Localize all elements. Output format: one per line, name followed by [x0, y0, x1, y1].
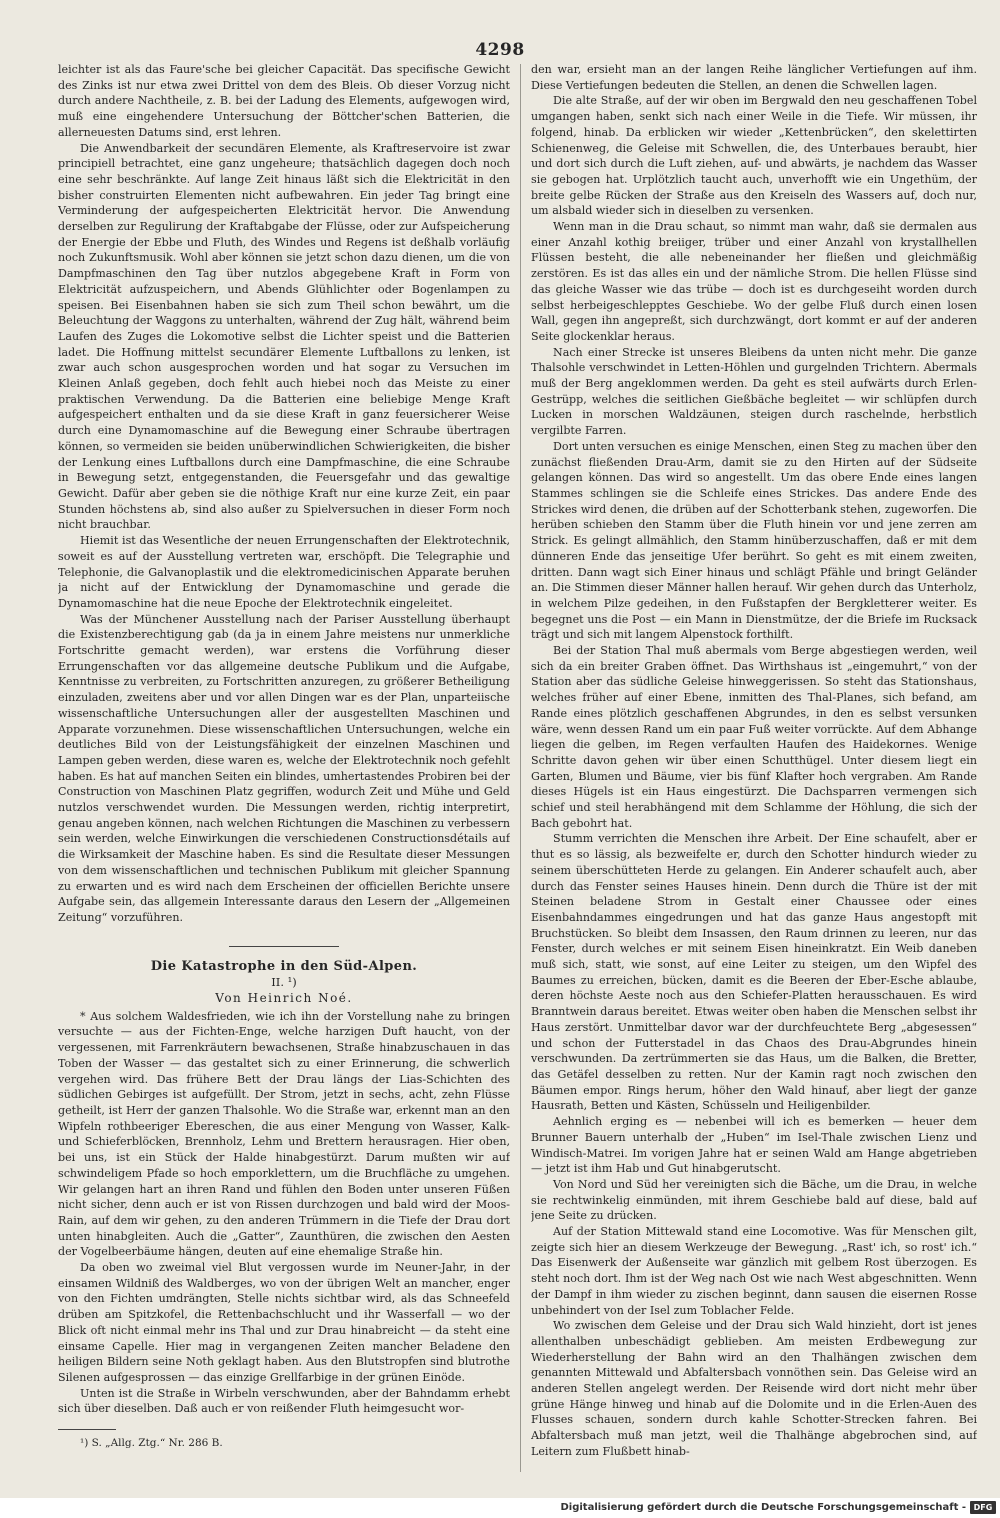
right-paragraph: Bei der Station Thal muß abermals vom Berge abgestiegen werden, weil sich da ein breiter Graben öffnet. Das Wirthshaus ist „eingemuhrt,“ von der Station aber das südliche Geleise hinweggerissen. So steht das Stationshaus, welches früher auf einer Ebene, inmitten des Thal-Planes, sich befand, am Rande eines plötzlich geschaffenen Abgrundes, in den es selbst versunken wäre, wenn dessen Rand um ein paar Fuß weiter vorrückte. Auf dem Abhange liegen die gelben, im Regen verfaulten Haufen des Haidekornes. Wenige Schritte davon gehen wir über einen Schutthügel. Unter diesem liegt ein Garten, Blumen und Bäume, vier bis fünf Klafter hoch vergraben. Am Rande dieses Hügels ist ein Haus eingestürzt. Die Dachsparren vermengen sich schief und steil herabhängend mit dem Schlamme der Höhlung, die sich der Bach gebohrt hat. [531, 644, 977, 830]
article-title: Die Katastrophe in den Süd-Alpen. [150, 958, 418, 974]
right-column [531, 62, 977, 1472]
funding-credit: Digitalisierung gefördert durch die Deutsche Forschungsgemeinschaft - [560, 1502, 966, 1513]
dfg-logo-icon: DFG [970, 1501, 996, 1514]
right-paragraph: Auf der Station Mittewald stand eine Locomotive. Was für Menschen gilt, zeigte sich hier an diesem Werkzeuge der Bewegung. „Rast' ich, so rost' ich.“ Das Eisenwerk der Außenseite war gänzlich mit gelbem Rost überzogen. Es steht noch dort. Ihm ist der Weg nach Ost wie nach West abgeschnitten. Wenn der Dampf in ihm wieder zu zischen beginnt, dann sausen die eisernen Rosse unbehindert von der Isel zum Toblacher Felde. [531, 1225, 977, 1317]
article-paragraph: * Aus solchem Waldesfrieden, wie ich ihn der Vorstellung nahe zu bringen versuchte — aus der Fichten-Enge, welche harzigen Duft haucht, von der vergessenen, mit Farrenkräutern bewachsenen, Straße hinabzuschauen in das Toben der Wasser — das gestaltet sich zu einer Erinnerung, die schwerlich vergehen wird. Das frühere Bett der Drau längs der Lias-Schichten des südlichen Gebirges ist aufgefüllt. Der Strom, jetzt in sechs, acht, zehn Flüsse getheilt, ist Herr der ganzen Thalsohle. Wo die Straße war, erkennt man an den Wipfeln rothbeeriger Ebereschen, die aus einer Mengung von Wasser, Kalk- und Schieferblöcken, Brennholz, Lehm und Brettern herausragen. Hier oben, bei uns, ist ein Stück der Halde hinabgestürzt. Darum mußten wir auf schwindeligem Pfade so hoch emporklettern, um die Bruchfläche zu umgehen. Wir gelangen hart an ihren Rand und fühlen den Boden unter unseren Füßen nicht sicher, denn auch er ist von Rissen durchzogen und bald wird der Moos-Rain, auf dem wir gehen, zu den anderen Trümmern in die Tiefe der Drau dort unten hinabgleiten. Auch die „Gatter“, Zaunthüren, die zwischen den Aesten der Vogelbeerbäume hängen, deuten auf eine ehemalige Straße hin. [58, 1009, 510, 1259]
page-number: 4298 [475, 40, 525, 60]
article-author: Von Heinrich Noé. [215, 991, 353, 1006]
left-paragraph: Was der Münchener Ausstellung nach der Pariser Ausstellung überhaupt die Existenzberechtigung gab (da ja in einem Jahre meistens nur unmerkliche Fortschritte gemacht werden), war erstens die Vorführung dieser Errungenschaften vor das allgemeine deutsche Publikum und die Aufgabe, Kenntnisse zu verbreiten, zu Fortschritten anzuregen, zu größerer Betheiligung einzuladen, zweitens aber und vor allen Dingen war es der Plan, unparteiische wissenschaftliche Untersuchungen aller der ausgestellten Maschinen und Apparate vorzunehmen. Diese wissenschaftlichen Untersuchungen, welche ein deutliches Bild von der Leistungsfähigkeit der einzelnen Maschinen und Lampen geben werden, diese waren es, welche der Elektrotechnik noch gefehlt haben. Es hat auf manchen Seiten ein blindes, umhertastendes Probiren bei der Construction von Maschinen Platz gegriffen, wodurch Zeit und Mühe und Geld nutzlos verschwendet wurden. Die Messungen werden, richtig interpretirt, genau angeben können, nach welchen Richtungen die Maschinen zu verbessern sein werden, welche Einwirkungen die verschiedenen Constructionsdétails auf die Wirksamkeit der Maschine haben. Es sind die Resultate dieser Messungen von dem wissenschaftlichen und technischen Publikum mit gleicher Spannung zu erwarten und es wird nach dem Erscheinen der officiellen Berichte unsere Aufgabe sein, das allgemein Interessante daraus den Lesern der „Allgemeinen Zeitung“ vorzuführen. [58, 612, 510, 924]
left-column [58, 62, 510, 1472]
right-paragraph: Dort unten versuchen es einige Menschen, einen Steg zu machen über den zunächst fließenden Drau-Arm, damit sie zu den Hirten auf der Südseite gelangen können. Das wird so angestellt. Um das obere Ende eines langen Stammes schlingen sie die Schleife eines Strickes. Das andere Ende des Strickes wird denen, die drüben auf der Schotterbank stehen, zugeworfen. Die herüben schieben den Stamm über die Fluth hinein vor und jene zerren am Strick. Es gelingt allmählich, den Stamm hinüberzuschaffen, daß er mit dem dünneren Ende das jenseitige Ufer berührt. So geht es mit einem zweiten, dritten. Dann wagt sich Einer hinaus und schlägt Pfähle und bringt Geländer an. Die Stimmen dieser Männer hallen herauf. Wir gehen durch das Unterholz, in welchem Pilze gedeihen, in den Fußstapfen der Bergkletterer weiter. Es begegnet uns die Post — ein Mann in Dienstmütze, der die Briefe im Rucksack trägt und sich mit langem Alpenstock forthilft. [531, 439, 977, 642]
left-paragraph: Die Anwendbarkeit der secundären Elemente, als Kraftreservoire ist zwar principiell betrachtet, eine ganz ungeheure; thatsächlich dagegen doch noch eine sehr beschränkte. Auf lange Zeit hinaus läßt sich die Elektricität in den bisher construirten Elementen nicht aufbewahren. Ein jeder Tag bringt eine Verminderung der aufgespeicherten Elektricität hervor. Die Anwendung derselben zur Regulirung der Kraftabgabe der Flüsse, oder zur Aufspeicherung der Energie der Ebbe und Fluth, des Windes und Regens ist deßhalb vorläufig noch Zukunftsmusik. Wohl aber können sie jetzt schon dazu dienen, um die von Dampfmaschinen den Tag über nutzlos abgegebene Kraft in Form von Elektricität aufzuspeichern, und Abends Glühlichter oder Bogenlampen zu speisen. Bei Eisenbahnen haben sie sich zum Theil schon bewährt, um die Beleuchtung der Waggons zu unterhalten, während der Zug hält, während beim Laufen des Zuges die Lokomotive selbst die Lichter speist und die Batterien ladet. Die Hoffnung mittelst secundärer Elemente Luftballons zu lenken, ist zwar auch schon ausgesprochen worden und hat sogar zu Versuchen im Kleinen Anlaß gegeben, doch fehlt auch hiebei noch das Meiste zu einer praktischen Verwendung. Da die Batterien eine beliebige Menge Kraft aufgespeichert enthalten und da sie diese Kraft in ganz feuersicherer Weise durch eine Dynamomaschine auf die Bewegung einer Schraube übertragen können, so vermeiden sie beiden unüberwindlichen Schwierigkeiten, die bisher der Lenkung eines Luftballons durch eine Dampfmaschine, die eine Schraube in Bewegung setzt, entgegenstanden, die Feuersgefahr und das gewaltige Gewicht. Dafür aber geben sie die nöthige Kraft nur eine kurze Zeit, ein paar Stunden höchstens ab, sind also außer zu Spielversuchen in dieser Form noch nicht brauchbar. [58, 141, 510, 532]
right-paragraph: Von Nord und Süd her vereinigten sich die Bäche, um die Drau, in welche sie rechtwinkelig einmünden, mit ihrem Geschiebe bald auf diese, bald auf jene Seite zu drücken. [531, 1177, 977, 1223]
digitization-footer [0, 1498, 1000, 1518]
footnote: ¹) S. „Allg. Ztg.“ Nr. 286 B. [80, 1437, 223, 1450]
article-paragraph: Da oben wo zweimal viel Blut vergossen wurde im Neuner-Jahr, in der einsamen Wildniß des Waldberges, wo von der übrigen Welt an mancher, enger von den Fichten umdrängten, Stelle nichts sichtbar wird, als das Schneefeld drüben am Spitzkofel, die Rettenbachschlucht und ihr Wasserfall — wo der Blick oft nicht einmal mehr ins Thal und zur Drau hinabreicht — da steht eine einsame Capelle. Hier mag in vergangenen Zeiten mancher Beladene den heiligen Bildern seine Noth geklagt haben. Aus den Blutstropfen sind blutrothe Silenen aufgesprossen — das einzige Grellfarbige in der grünen Einöde. [58, 1261, 510, 1384]
article-paragraph: Unten ist die Straße in Wirbeln verschwunden, aber der Bahndamm erhebt sich über dieselben. Daß auch er von reißender Fluth heimgesucht wor- [58, 1386, 510, 1416]
right-paragraph: Stumm verrichten die Menschen ihre Arbeit. Der Eine schaufelt, aber er thut es so lässig, als bezweifelte er, durch den Schotter hindurch wieder zu seinem überschütteten Herde zu gelangen. Ein Anderer schaufelt auch, aber durch das Fenster seines Hauses hinein. Denn durch die Thüre ist der mit Steinen beladene Strom in Gestalt einer Chaussee oder eines Eisenbahndammes eingedrungen und hat das ganze Haus angestopft mit Bruchstücken. So bleibt dem Insassen, den Raum drinnen zu leeren, nur das Fenster, durch welches er mit seinem Eisen hineinkratzt. Ein Weib daneben muß sich, statt, wie sonst, auf eine Leiter zu steigen, um den Wipfel des Baumes zu erreichen, bücken, damit es die Beeren der Eber-Esche ablaube, deren höchste Aeste noch aus den Schiefer-Platten herausschauen. Es wird Branntwein daraus bereitet. Etwas weiter oben haben die Menschen selbst ihr Haus zerstört. Unmittelbar davor war der durchfeuchtete Berg „abgesessen“ und schon der Futterstadel in das Chaos des Drau-Abgrundes hinein verschwunden. Da zertrümmerten sie das Haus, um die Balken, die Bretter, das Getäfel desselben zu retten. Nur der Kamin ragt noch zwischen den Bäumen empor. Rings herum, höher den Wald hinauf, aber liegt der ganze Hausrath, Betten und Kästen, Schüsseln und Heiligenbilder. [531, 832, 977, 1113]
right-paragraph: Wenn man in die Drau schaut, so nimmt man wahr, daß sie dermalen aus einer Anzahl kothig breiiger, trüber und einer Anzahl von krystallhellen Flüssen besteht, die alle nebeneinander her fließen und gleichmäßig zerstören. Es ist das alles ein und der nämliche Strom. Die hellen Flüsse sind das gleiche Wasser wie das trübe — doch ist es durchgeseiht worden durch selbst herbeigeschlepptes Geschiebe. Wo der gelbe Fluß durch einen losen Wall, gegen ihn angepreßt, sich durchzwängt, dort kommt er auf der anderen Seite glockenklar heraus. [531, 220, 977, 343]
right-paragraph: Aehnlich erging es — nebenbei will ich es bemerken — heuer dem Brunner Bauern unterhalb der „Huben“ im Isel-Thale zwischen Lienz und Windisch-Matrei. Im vorigen Jahre hat er seinen Wald am Hange abgetrieben — jetzt ist ihm Hab und Gut hinabgerutscht. [531, 1115, 977, 1176]
column-divider [520, 64, 521, 1472]
footnote-rule [58, 1429, 116, 1430]
section-divider [229, 946, 339, 947]
article-part: II. ¹) [271, 975, 297, 990]
left-paragraph: Hiemit ist das Wesentliche der neuen Errungenschaften der Elektrotechnik, soweit es auf der Ausstellung vertreten war, erschöpft. Die Telegraphie und Telephonie, die Galvanoplastik und die elektromedicinischen Apparate beruhen ja nicht auf der Entwicklung der Dynamomaschine und gerade die Dynamomaschine hat die neue Epoche der Elektrotechnik eingeleitet. [58, 534, 510, 610]
right-paragraph: Die alte Straße, auf der wir oben im Bergwald den neu geschaffenen Tobel umgangen haben, senkt sich nach einer Weile in die Tiefe. Wir müssen, ihr folgend, hinab. Da erblicken wir wieder „Kettenbrücken“, den skelettirten Schienenweg, die Geleise mit Schwellen, die, des Unterbaues beraubt, hier und dort sich durch die Luft ziehen, auf- und abwärts, je nachdem das Wasser sie gebogen hat. Urplötzlich taucht auch, unverhofft wie ein Ungethüm, der breite gelbe Rücken der Straße aus den Kreiseln des Wassers auf, doch nur, um alsbald wieder sich in dieselben zu versenken. [531, 94, 977, 218]
right-paragraph: Nach einer Strecke ist unseres Bleibens da unten nicht mehr. Die ganze Thalsohle verschwindet in Letten-Höhlen und gurgelnden Trichtern. Abermals muß der Berg angeklommen werden. Da geht es steil aufwärts durch Erlen-Gestrüpp, welches die seitlichen Gießbäche begleitet — wir schlüpfen durch Lucken in morschen Waldzäunen, steigen durch raschelnde, herbstlich vergilbte Farren. [531, 345, 977, 438]
right-paragraph: Wo zwischen dem Geleise und der Drau sich Wald hinzieht, dort ist jenes allenthalben unbeschädigt geblieben. Am meisten Erdbewegung zur Wiederherstellung der Bahn wird an den Thalhängen zwischen dem genannten Mittewald und Abfaltersbach vonnöthen sein. Das Geleise wird an anderen Stellen angelegt werden. Der Reisende wird dort nicht mehr über grüne Hänge hinweg und hinab auf die Dolomite und in die Erlen-Auen des Flusses schauen, sondern durch kahle Schotter-Strecken fahren. Bei Abfaltersbach muß man jetzt, weil die Thalhänge abgebrochen sind, auf Leitern zum Flußbett hinab- [531, 1319, 977, 1458]
left-paragraph: leichter ist als das Faure'sche bei gleicher Capacität. Das specifische Gewicht des Zinks ist nur etwa zwei Drittel von dem des Bleis. Ob dieser Vorzug nicht durch andere Nachtheile, z. B. bei der Ladung des Elements, aufgewogen wird, muß eine eingehendere Untersuchung der Böttcher'schen Batterien, die allerneuesten Datums sind, erst lehren. [58, 63, 510, 139]
right-paragraph: den war, ersieht man an der langen Reihe länglicher Vertiefungen auf ihm. Diese Vertiefungen bedeuten die Stellen, an denen die Schwellen lagen. [531, 63, 977, 92]
